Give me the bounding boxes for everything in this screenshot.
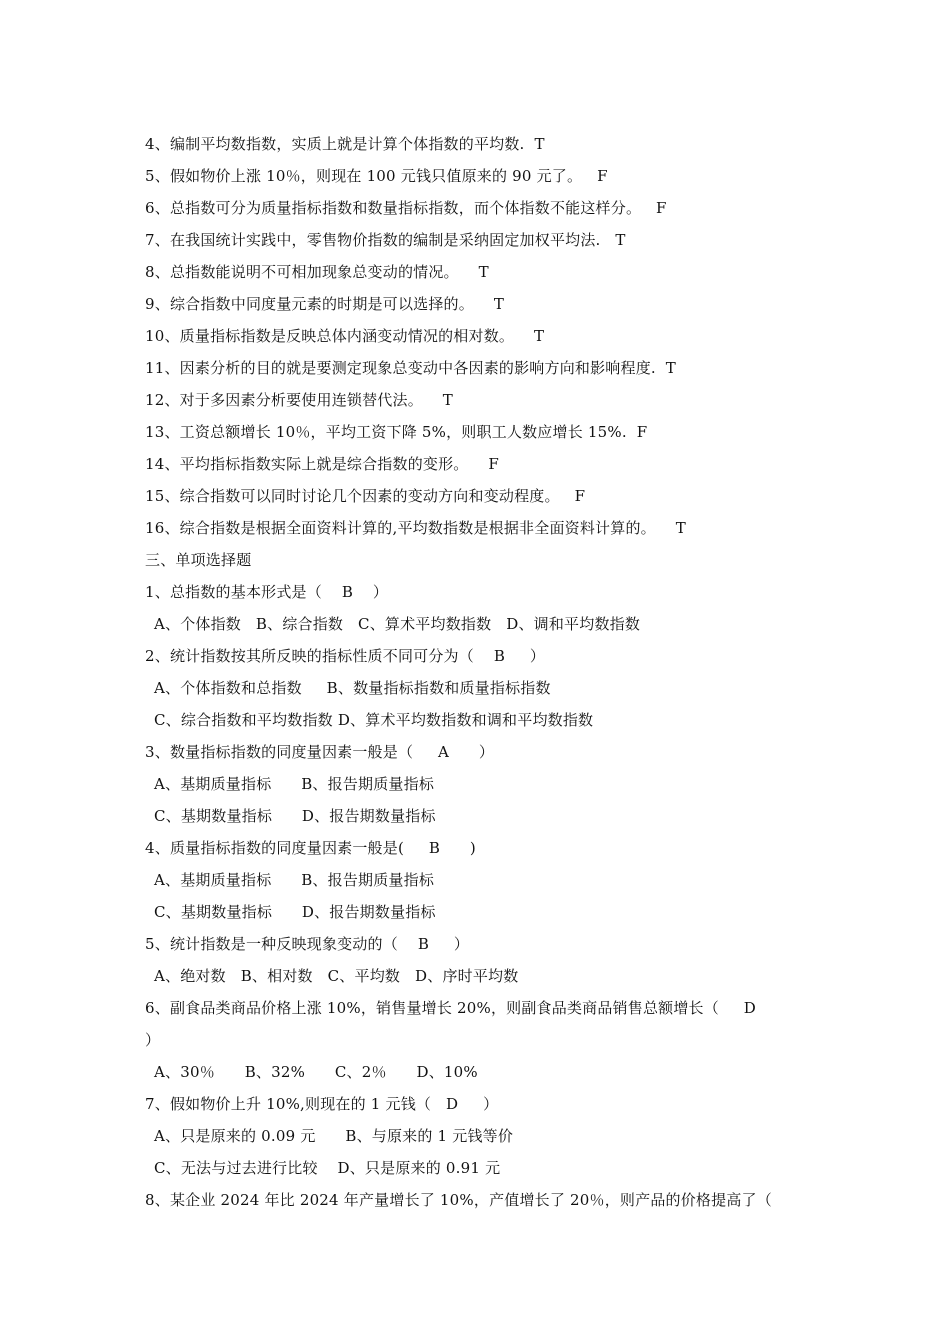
mc-options-3a: A、基期质量指标 B、报告期质量指标 (149, 775, 435, 793)
section-heading: 三、单项选择题 (145, 551, 252, 569)
mc-options-7b: C、无法与过去进行比较 D、只是原来的 0.91 元 (149, 1159, 501, 1177)
mc-options-5: A、绝对数 B、相对数 C、平均数 D、序时平均数 (149, 967, 519, 985)
tf-item-13: 13、工资总额增长 10％，平均工资下降 5%，则职工人数应增长 15%. F (145, 423, 648, 441)
mc-options-4b: C、基期数量指标 D、报告期数量指标 (149, 903, 436, 921)
mc-question-5: 5、统计指数是一种反映现象变动的（ B ） (145, 935, 470, 953)
tf-item-14: 14、平均指标指数实际上就是综合指数的变形。 F (145, 455, 499, 473)
mc-question-4: 4、质量指标指数的同度量因素一般是( B ) (145, 839, 476, 857)
tf-item-8: 8、总指数能说明不可相加现象总变动的情况。 T (145, 263, 489, 281)
mc-options-6: A、30％ B、32% C、2％ D、10% (149, 1063, 478, 1081)
mc-question-6-wrap: ） (145, 1031, 161, 1049)
mc-options-2b: C、综合指数和平均数指数 D、算术平均数指数和调和平均数指数 (149, 711, 594, 729)
tf-item-9: 9、综合指数中同度量元素的时期是可以选择的。 T (145, 295, 505, 313)
tf-item-11: 11、因素分析的目的就是要测定现象总变动中各因素的影响方向和影响程度. T (145, 359, 676, 377)
tf-item-12: 12、对于多因素分析要使用连锁替代法。 T (145, 391, 453, 409)
mc-options-2a: A、个体指数和总指数 B、数量指标指数和质量指标指数 (149, 679, 551, 697)
tf-item-4: 4、编制平均数指数，实质上就是计算个体指数的平均数. T (145, 135, 545, 153)
tf-item-7: 7、在我国统计实践中，零售物价指数的编制是采纳固定加权平均法. T (145, 231, 626, 249)
mc-question-8: 8、某企业 2024 年比 2024 年产量增长了 10%，产值增长了 20％，则产品的价格提高了（ (145, 1191, 772, 1209)
tf-item-5: 5、假如物价上涨 10％，则现在 100 元钱只值原来的 90 元了。 F (145, 167, 608, 185)
tf-item-15: 15、综合指数可以同时讨论几个因素的变动方向和变动程度。 F (145, 487, 586, 505)
mc-question-3: 3、数量指标指数的同度量因素一般是（ A ） (145, 743, 495, 761)
tf-item-16: 16、综合指数是根据全面资料计算的,平均数指数是根据非全面资料计算的。 T (145, 519, 686, 537)
mc-options-7a: A、只是原来的 0.09 元 B、与原来的 1 元钱等价 (149, 1127, 514, 1145)
mc-question-1: 1、总指数的基本形式是（ B ） (145, 583, 389, 601)
mc-options-1: A、个体指数 B、综合指数 C、算术平均数指数 D、调和平均数指数 (149, 615, 641, 633)
tf-item-6: 6、总指数可分为质量指标指数和数量指标指数，而个体指数不能这样分。 F (145, 199, 667, 217)
mc-question-7: 7、假如物价上升 10%,则现在的 1 元钱（ D ） (145, 1095, 499, 1113)
tf-item-10: 10、质量指标指数是反映总体内涵变动情况的相对数。 T (145, 327, 545, 345)
mc-options-3b: C、基期数量指标 D、报告期数量指标 (149, 807, 436, 825)
mc-options-4a: A、基期质量指标 B、报告期质量指标 (149, 871, 435, 889)
document-body (145, 128, 825, 1216)
mc-question-6: 6、副食品类商品价格上涨 10%，销售量增长 20%，则副食品类商品销售总额增长（ D (145, 999, 757, 1017)
mc-question-2: 2、统计指数按其所反映的指标性质不同可分为（ B ） (145, 647, 546, 665)
